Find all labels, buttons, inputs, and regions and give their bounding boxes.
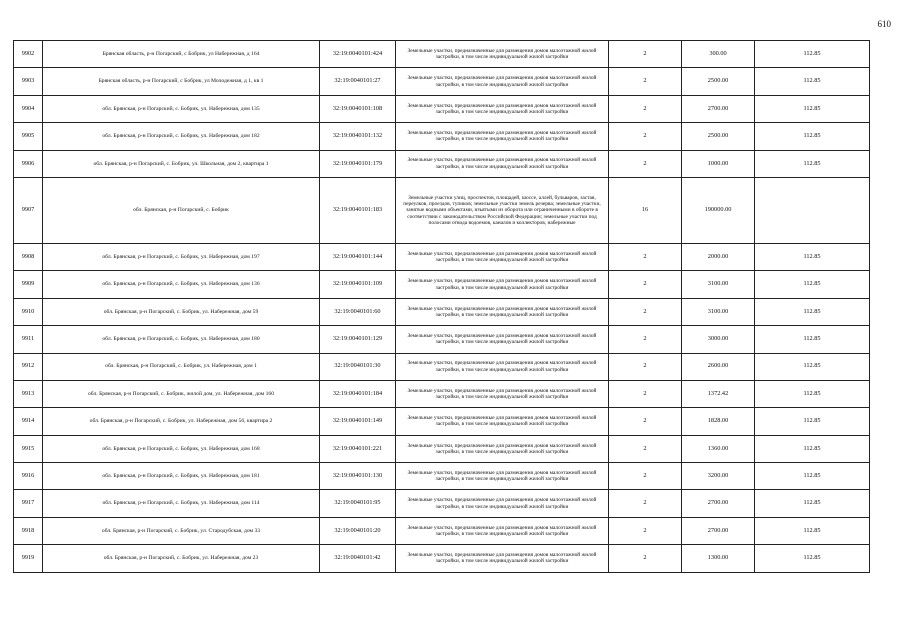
cadastral-number-cell: 32:19:0040101:30 xyxy=(320,353,396,380)
rate-cell: 112.85 xyxy=(755,326,870,353)
area-cell: 1372.42 xyxy=(682,380,755,407)
group-cell: 2 xyxy=(609,123,682,150)
address-cell: обл. Брянская, р-н Погарский, с. Бобрик, ул. Набережная, дом 23 xyxy=(43,545,320,572)
area-cell: 2000.00 xyxy=(682,243,755,270)
group-cell: 2 xyxy=(609,95,682,122)
cadastral-number-cell: 32:19:0040101:132 xyxy=(320,123,396,150)
row-number-cell: 9918 xyxy=(14,517,43,544)
table-row xyxy=(14,68,870,95)
land-use-type-cell: Земельные участки улиц, проспектов, площадей, шоссе, аллей, бульваров, застав, переулков, проездов, тупиков; земельные участки земель резерва; земельные участки, занятые водными объектами, изъятыми из оборота или ограниченными в обороте в соответствии с законодательством Российской Федерации; земельные участки под полосами отвода водоемов, каналов и коллекторов, набережные xyxy=(396,177,609,243)
rate-cell: 112.85 xyxy=(755,380,870,407)
cadastral-number-cell: 32:19:0040101:149 xyxy=(320,408,396,435)
area-cell: 2500.00 xyxy=(682,123,755,150)
rate-cell: 112.85 xyxy=(755,463,870,490)
land-use-type-cell: Земельные участки, предназначенные для размещения домов малоэтажной жилой застройки, в том числе индивидуальной жилой застройки xyxy=(396,271,609,298)
table-row xyxy=(14,408,870,435)
land-use-type-cell: Земельные участки, предназначенные для размещения домов малоэтажной жилой застройки, в том числе индивидуальной жилой застройки xyxy=(396,95,609,122)
area-cell: 1000.00 xyxy=(682,150,755,177)
address-cell: обл. Брянская, р-н Погарский, с. Бобрик, ул. Набережная, дом 181 xyxy=(43,463,320,490)
area-cell: 300.00 xyxy=(682,41,755,68)
rate-cell: 112.85 xyxy=(755,353,870,380)
cadastral-number-cell: 32:19:0040101:20 xyxy=(320,517,396,544)
cadastral-number-cell: 32:19:0040101:60 xyxy=(320,298,396,325)
land-use-type-cell: Земельные участки, предназначенные для размещения домов малоэтажной жилой застройки, в том числе индивидуальной жилой застройки xyxy=(396,41,609,68)
rate-cell: 112.85 xyxy=(755,95,870,122)
cadastral-number-cell: 32:19:0040101:184 xyxy=(320,380,396,407)
group-cell: 2 xyxy=(609,243,682,270)
table-row xyxy=(14,41,870,68)
land-use-type-cell: Земельные участки, предназначенные для размещения домов малоэтажной жилой застройки, в том числе индивидуальной жилой застройки xyxy=(396,380,609,407)
table-row xyxy=(14,298,870,325)
land-use-type-cell: Земельные участки, предназначенные для размещения домов малоэтажной жилой застройки, в том числе индивидуальной жилой застройки xyxy=(396,123,609,150)
area-cell: 3000.00 xyxy=(682,326,755,353)
group-cell: 2 xyxy=(609,490,682,517)
area-cell: 2700.00 xyxy=(682,490,755,517)
area-cell: 190000.00 xyxy=(682,177,755,243)
address-cell: обл. Брянская, р-н Погарский, с. Бобрик, ул. Набережная, дом 182 xyxy=(43,123,320,150)
group-cell: 2 xyxy=(609,435,682,462)
land-use-type-cell: Земельные участки, предназначенные для размещения домов малоэтажной жилой застройки, в том числе индивидуальной жилой застройки xyxy=(396,326,609,353)
area-cell: 1360.00 xyxy=(682,435,755,462)
row-number-cell: 9915 xyxy=(14,435,43,462)
group-cell: 2 xyxy=(609,326,682,353)
group-cell: 2 xyxy=(609,380,682,407)
address-cell: обл. Брянская, р-н Погарский, с. Бобрик, ул. Стародубская, дом 33 xyxy=(43,517,320,544)
address-cell: обл. Брянская, р-н Погарский, с. Бобрик, ул. Набережная, дом 1 xyxy=(43,353,320,380)
address-cell: обл. Брянская, р-н Погарский, с. Бобрик, ул. Набережная, дом 135 xyxy=(43,95,320,122)
group-cell: 2 xyxy=(609,463,682,490)
row-number-cell: 9908 xyxy=(14,243,43,270)
area-cell: 1300.00 xyxy=(682,545,755,572)
row-number-cell: 9911 xyxy=(14,326,43,353)
address-cell: обл. Брянская, р-н Погарский, с. Бобрик, ул. Набережная, дом 168 xyxy=(43,435,320,462)
address-cell: обл. Брянская, р-н Погарский, с. Бобрик, жилой дом, ул. Набережная, дом 160 xyxy=(43,380,320,407)
address-cell: обл. Брянская, р-н Погарский, с. Бобрик, ул. Набережная, дом 59 xyxy=(43,298,320,325)
land-use-type-cell: Земельные участки, предназначенные для размещения домов малоэтажной жилой застройки, в том числе индивидуальной жилой застройки xyxy=(396,68,609,95)
land-use-type-cell: Земельные участки, предназначенные для размещения домов малоэтажной жилой застройки, в том числе индивидуальной жилой застройки xyxy=(396,490,609,517)
table-row xyxy=(14,123,870,150)
land-use-type-cell: Земельные участки, предназначенные для размещения домов малоэтажной жилой застройки, в том числе индивидуальной жилой застройки xyxy=(396,463,609,490)
group-cell: 2 xyxy=(609,545,682,572)
cadastral-number-cell: 32:19:0040101:27 xyxy=(320,68,396,95)
land-use-type-cell: Земельные участки, предназначенные для размещения домов малоэтажной жилой застройки, в том числе индивидуальной жилой застройки xyxy=(396,545,609,572)
cadastral-number-cell: 32:19:0040101:42 xyxy=(320,545,396,572)
cadastral-number-cell: 32:19:0040101:179 xyxy=(320,150,396,177)
cadastral-number-cell: 32:19:0040101:129 xyxy=(320,326,396,353)
table-row xyxy=(14,435,870,462)
address-cell: обл. Брянская, р-н Погарский, с. Бобрик, ул. Школьная, дом 2, квартира 1 xyxy=(43,150,320,177)
area-cell: 2600.00 xyxy=(682,353,755,380)
row-number-cell: 9917 xyxy=(14,490,43,517)
row-number-cell: 9902 xyxy=(14,41,43,68)
group-cell: 2 xyxy=(609,353,682,380)
cadastral-number-cell: 32:19:0040101:144 xyxy=(320,243,396,270)
row-number-cell: 9912 xyxy=(14,353,43,380)
rate-cell: 112.85 xyxy=(755,435,870,462)
table-row xyxy=(14,353,870,380)
table-row xyxy=(14,463,870,490)
cadastral-number-cell: 32:19:0040101:183 xyxy=(320,177,396,243)
group-cell: 2 xyxy=(609,298,682,325)
cadastral-number-cell: 32:19:0040101:221 xyxy=(320,435,396,462)
land-use-type-cell: Земельные участки, предназначенные для размещения домов малоэтажной жилой застройки, в том числе индивидуальной жилой застройки xyxy=(396,517,609,544)
row-number-cell: 9903 xyxy=(14,68,43,95)
row-number-cell: 9907 xyxy=(14,177,43,243)
land-use-type-cell: Земельные участки, предназначенные для размещения домов малоэтажной жилой застройки, в том числе индивидуальной жилой застройки xyxy=(396,353,609,380)
cadastral-number-cell: 32:19:0040101:95 xyxy=(320,490,396,517)
row-number-cell: 9906 xyxy=(14,150,43,177)
address-cell: обл. Брянская, р-н Погарский, с. Бобрик, ул. Набережная, дом 180 xyxy=(43,326,320,353)
row-number-cell: 9916 xyxy=(14,463,43,490)
row-number-cell: 9914 xyxy=(14,408,43,435)
address-cell: Брянская область, р-н Погарский, с Бобрик, ул Молодежная, д 1, кв 1 xyxy=(43,68,320,95)
area-cell: 2700.00 xyxy=(682,95,755,122)
table-row xyxy=(14,517,870,544)
address-cell: обл. Брянская, р-н Погарский, с. Бобрик, ул. Набережная, дом 114 xyxy=(43,490,320,517)
address-cell: обл. Брянская, р-н Погарский, с. Бобрик, ул. Набережная, дом 197 xyxy=(43,243,320,270)
land-use-type-cell: Земельные участки, предназначенные для размещения домов малоэтажной жилой застройки, в том числе индивидуальной жилой застройки xyxy=(396,408,609,435)
rate-cell: 112.85 xyxy=(755,68,870,95)
group-cell: 2 xyxy=(609,41,682,68)
area-cell: 3100.00 xyxy=(682,271,755,298)
rate-cell: 112.85 xyxy=(755,150,870,177)
area-cell: 2500.00 xyxy=(682,68,755,95)
row-number-cell: 9905 xyxy=(14,123,43,150)
cadastral-number-cell: 32:19:0040101:109 xyxy=(320,271,396,298)
land-cadastral-table xyxy=(13,40,870,573)
land-use-type-cell: Земельные участки, предназначенные для размещения домов малоэтажной жилой застройки, в том числе индивидуальной жилой застройки xyxy=(396,243,609,270)
row-number-cell: 9904 xyxy=(14,95,43,122)
land-use-type-cell: Земельные участки, предназначенные для размещения домов малоэтажной жилой застройки, в том числе индивидуальной жилой застройки xyxy=(396,150,609,177)
table-row xyxy=(14,95,870,122)
table-row xyxy=(14,243,870,270)
row-number-cell: 9909 xyxy=(14,271,43,298)
rate-cell: 112.85 xyxy=(755,123,870,150)
rate-cell: 112.85 xyxy=(755,545,870,572)
rate-cell: 112.85 xyxy=(755,298,870,325)
rate-cell: 112.85 xyxy=(755,243,870,270)
group-cell: 2 xyxy=(609,150,682,177)
area-cell: 3200.00 xyxy=(682,463,755,490)
table-row xyxy=(14,326,870,353)
area-cell: 1828.00 xyxy=(682,408,755,435)
rate-cell: 112.85 xyxy=(755,490,870,517)
row-number-cell: 9910 xyxy=(14,298,43,325)
address-cell: Брянская область, р-н Погарский, с Бобрик, ул Набережная, д 164 xyxy=(43,41,320,68)
rate-cell: 112.85 xyxy=(755,517,870,544)
address-cell: обл. Брянская, р-н Погарский, с. Бобрик, ул. Набережная, дом 136 xyxy=(43,271,320,298)
table-row xyxy=(14,177,870,243)
land-use-type-cell: Земельные участки, предназначенные для размещения домов малоэтажной жилой застройки, в том числе индивидуальной жилой застройки xyxy=(396,298,609,325)
page-number: 610 xyxy=(877,19,891,29)
cadastral-number-cell: 32:19:0040101:424 xyxy=(320,41,396,68)
cadastral-number-cell: 32:19:0040101:108 xyxy=(320,95,396,122)
area-cell: 3100.00 xyxy=(682,298,755,325)
group-cell: 2 xyxy=(609,68,682,95)
group-cell: 2 xyxy=(609,517,682,544)
rate-cell xyxy=(755,177,870,243)
table-row xyxy=(14,545,870,572)
row-number-cell: 9913 xyxy=(14,380,43,407)
address-cell: обл. Брянская, р-н Погарский, с. Бобрик, ул. Набережная, дом 56, квартира 2 xyxy=(43,408,320,435)
group-cell: 2 xyxy=(609,408,682,435)
rate-cell: 112.85 xyxy=(755,408,870,435)
land-use-type-cell: Земельные участки, предназначенные для размещения домов малоэтажной жилой застройки, в том числе индивидуальной жилой застройки xyxy=(396,435,609,462)
group-cell: 16 xyxy=(609,177,682,243)
rate-cell: 112.85 xyxy=(755,271,870,298)
table-row xyxy=(14,380,870,407)
row-number-cell: 9919 xyxy=(14,545,43,572)
rate-cell: 112.85 xyxy=(755,41,870,68)
cadastral-number-cell: 32:19:0040101:130 xyxy=(320,463,396,490)
address-cell: обл. Брянская, р-н Погарский, с. Бобрик xyxy=(43,177,320,243)
table-row xyxy=(14,271,870,298)
group-cell: 2 xyxy=(609,271,682,298)
table-row xyxy=(14,150,870,177)
table-row xyxy=(14,490,870,517)
area-cell: 2700.00 xyxy=(682,517,755,544)
